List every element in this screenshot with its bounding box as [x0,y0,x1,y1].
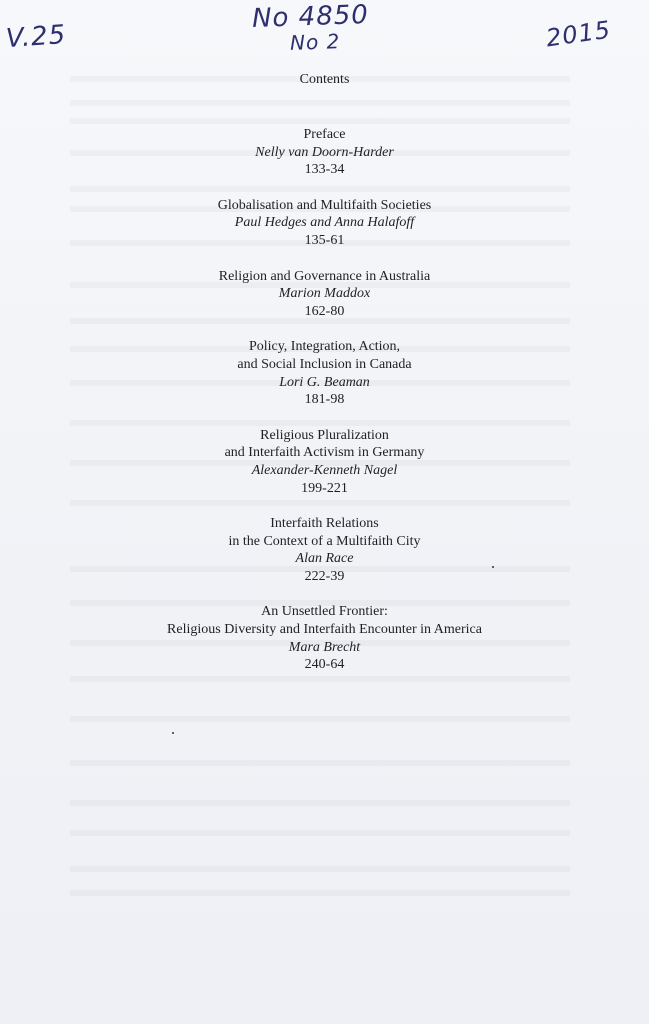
toc-entry-author: Nelly van Doorn-Harder [255,144,394,160]
toc-entry-title: and Interfaith Activism in Germany [224,445,425,461]
table-of-contents [0,126,649,692]
handwritten-volume: V.25 [5,19,68,55]
toc-entry-title: An Unsettled Frontier: [261,604,388,620]
handwritten-year: 2015 [544,15,613,53]
toc-entry [0,126,649,179]
toc-entry [0,268,649,321]
page-speck [492,566,494,568]
show-through-line [70,118,570,125]
toc-entry-title: in the Context of a Multifaith City [228,533,421,549]
toc-entry-pages: 222-39 [304,568,345,584]
contents-heading: Contents [299,72,350,87]
toc-entry-author: Alan Race [295,551,354,567]
toc-entry [0,603,649,673]
toc-entry-pages: 162-80 [304,303,345,319]
toc-entry-author: Lori G. Beaman [279,374,370,390]
toc-entry-author: Alexander-Kenneth Nagel [251,462,398,478]
toc-entry-title: and Social Inclusion in Canada [237,356,412,372]
toc-entry [0,427,649,497]
toc-entry-pages: 133-34 [304,162,345,178]
handwritten-issue: No 2 [289,29,341,55]
toc-entry-title: Religious Diversity and Interfaith Encounter in America [167,622,482,638]
toc-entry-title: Preface [303,127,346,142]
toc-entry-pages: 181-98 [304,392,345,408]
toc-entry-pages: 240-64 [304,657,345,673]
toc-entry-author: Paul Hedges and Anna Halafoff [234,215,415,231]
toc-entry [0,197,649,250]
show-through-line [70,800,570,807]
show-through-line [70,100,570,107]
show-through-line [70,760,570,767]
toc-entry-pages: 135-61 [304,232,345,248]
show-through-line [70,866,570,873]
toc-entry-title: Policy, Integration, Action, [248,339,401,355]
handwritten-number: No 4850 [251,0,370,35]
toc-entry [0,338,649,408]
show-through-line [70,830,570,837]
toc-entry-pages: 199-221 [301,480,348,496]
toc-entry-title: Interfaith Relations [270,516,379,532]
show-through-line [70,890,570,897]
page-speck [172,732,174,734]
show-through-line [70,716,570,723]
toc-entry [0,515,649,585]
toc-entry-title: Globalisation and Multifaith Societies [217,197,432,213]
toc-entry-author: Marion Maddox [278,286,371,302]
toc-entry-author: Mara Brecht [288,639,361,655]
toc-entry-title: Religion and Governance in Australia [218,268,431,284]
toc-entry-title: Religious Pluralization [260,427,389,443]
